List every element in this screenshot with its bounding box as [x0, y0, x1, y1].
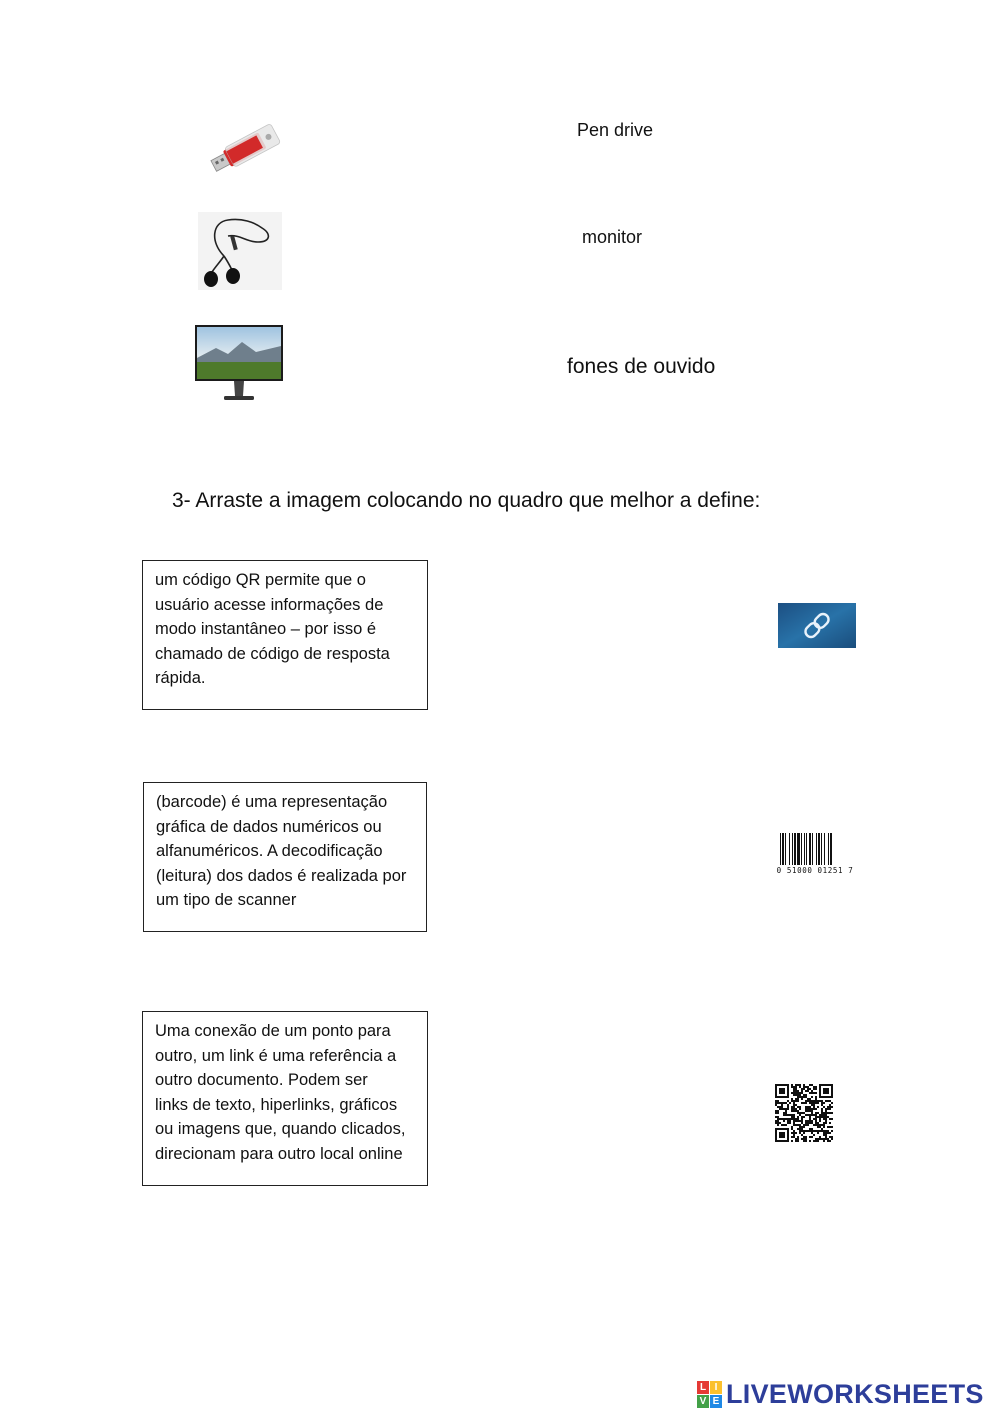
- liveworksheets-logo: [697, 1378, 984, 1410]
- pen-drive-icon[interactable]: [198, 116, 294, 184]
- logo-letter: V: [697, 1395, 709, 1408]
- definition-box-qr[interactable]: um código QR permite que o usuário acesse informações de modo instantâneo – por isso é chamado de código de resposta rápida.: [142, 560, 428, 710]
- matching-label-3: fones de ouvido: [567, 355, 716, 378]
- matching-label-2: monitor: [582, 227, 643, 247]
- definition-box-link[interactable]: Uma conexão de um ponto para outro, um link é uma referência a outro documento. Podem ser links de texto, hiperlinks, gráficos ou imagens que, quando clicados, direcionam para outro local online: [142, 1011, 428, 1186]
- monitor-icon[interactable]: [194, 324, 284, 406]
- logo-letter: I: [710, 1381, 722, 1394]
- logo-letter: E: [710, 1395, 722, 1408]
- question-3-heading: 3- Arraste a imagem colocando no quadro que melhor a define:: [172, 489, 761, 512]
- link-icon[interactable]: [778, 603, 856, 648]
- brand-name: LIVEWORKSHEETS: [726, 1378, 984, 1409]
- barcode-icon[interactable]: [774, 832, 856, 876]
- matching-label-1: Pen drive: [577, 120, 654, 140]
- definition-box-barcode[interactable]: (barcode) é uma representação gráfica de dados numéricos ou alfanuméricos. A decodificação (leitura) dos dados é realizada por um tipo de scanner: [143, 782, 427, 932]
- logo-badge-icon: [697, 1381, 722, 1408]
- earphones-icon[interactable]: [198, 212, 282, 290]
- logo-letter: L: [697, 1381, 709, 1394]
- qr-code-icon[interactable]: [775, 1084, 833, 1142]
- barcode-digits: 0 51000 01251 7: [776, 866, 854, 875]
